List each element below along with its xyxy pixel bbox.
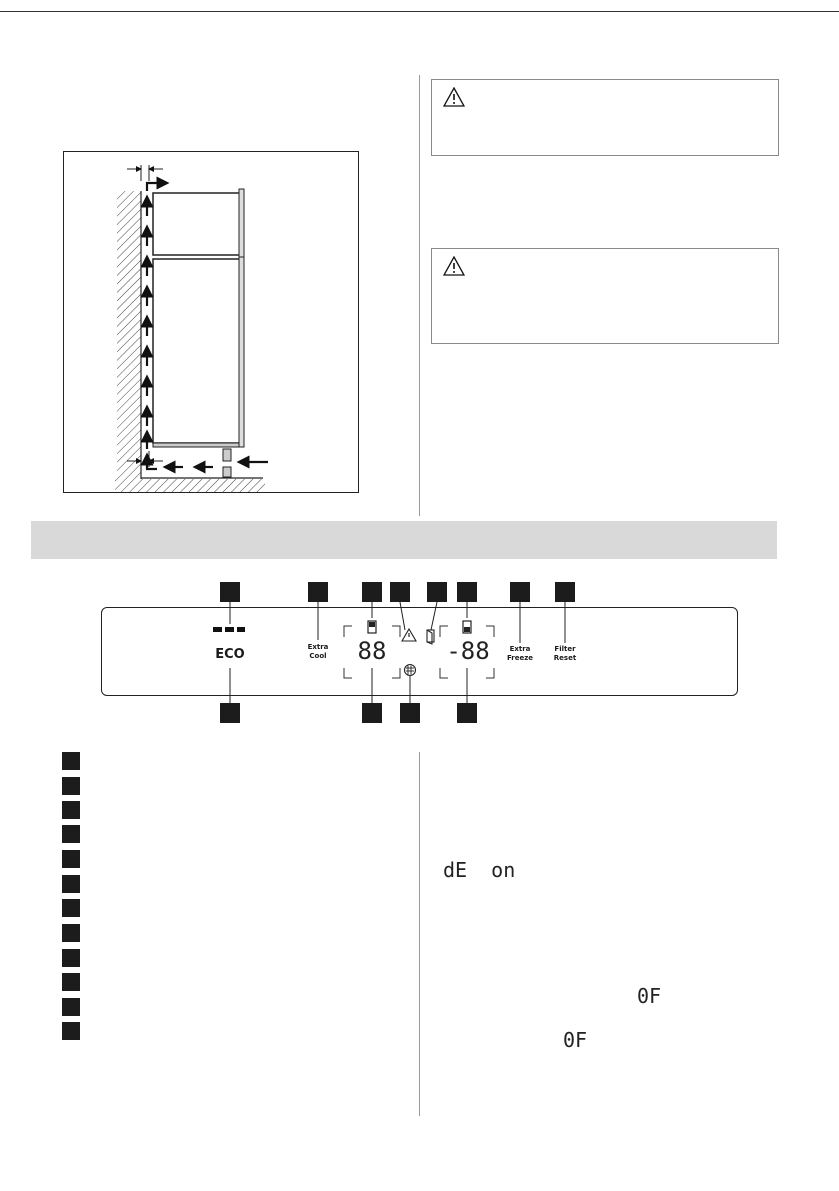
eco-indicator-dot — [237, 627, 245, 632]
fridge-temperature-display: 88 — [357, 637, 387, 665]
list-marker — [62, 924, 80, 942]
list-marker — [62, 752, 80, 770]
demo-mode-display-code: dE on — [443, 858, 516, 882]
freezer-temperature-display: -88 — [446, 637, 490, 665]
extra-freeze-button[interactable]: Extra Freeze — [506, 645, 534, 662]
freezer-icon — [463, 621, 471, 633]
list-marker — [62, 973, 80, 991]
door-icon — [427, 630, 434, 644]
list-marker — [62, 1022, 80, 1040]
off-display-code: 0F — [563, 1028, 588, 1052]
fridge-icon — [368, 621, 376, 633]
filter-icon — [405, 665, 416, 676]
list-marker — [62, 998, 80, 1016]
eco-indicator-dot — [213, 627, 222, 632]
list-marker — [62, 850, 80, 868]
eco-indicator-dot — [225, 627, 234, 632]
list-marker — [62, 825, 80, 843]
list-marker — [62, 777, 80, 795]
extra-cool-button[interactable]: Extra Cool — [307, 643, 329, 660]
list-marker — [62, 875, 80, 893]
off-display-code: 0F — [637, 984, 662, 1008]
list-marker — [62, 899, 80, 917]
list-marker — [62, 949, 80, 967]
alarm-icon — [402, 629, 416, 641]
column-divider-bottom — [419, 752, 420, 1116]
filter-reset-button[interactable]: Filter Reset — [553, 645, 577, 662]
list-marker — [62, 801, 80, 819]
eco-label[interactable]: ECO — [215, 647, 245, 662]
